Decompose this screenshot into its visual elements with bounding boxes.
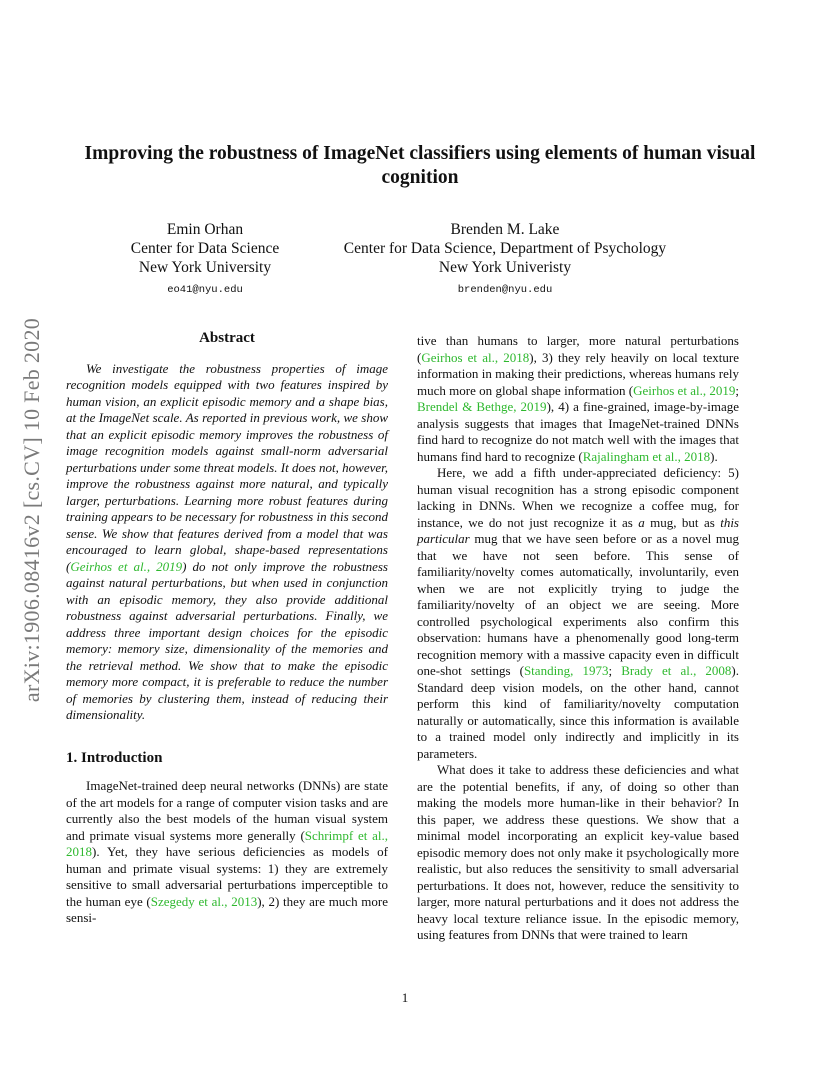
left-column <box>66 330 388 927</box>
author-email: eo41@nyu.edu <box>167 284 243 296</box>
citation-link[interactable]: Schrimpf et al., 2018 <box>66 827 388 859</box>
author-email: brenden@nyu.edu <box>457 284 553 296</box>
arxiv-id: arXiv:1906.08416v2 [cs.CV] 10 Feb 2020 <box>19 317 44 703</box>
intro-paragraph-1: ImageNet-trained deep neural networks (DNNs) are state of the art models for a range of computer vision tasks and are currently also the best models of the human visual system and primate visual systems more generally (Schrimpf et al., 2018). Yet, they have serious deficiencies as models of human and primate visual systems: 1) they are extremely sensitive to small adversarial perturbations imperceptible to the human eye (Szegedy et al., 2013), 2) they are much more sensi- <box>66 778 388 925</box>
citation-link[interactable]: Geirhos et al., 2019 <box>633 382 736 398</box>
abstract-heading: Abstract <box>199 330 255 346</box>
author-name: Brenden M. Lake <box>450 221 560 238</box>
author-name: Emin Orhan <box>166 221 244 238</box>
citation-link[interactable]: Szegedy et al., 2013 <box>150 893 258 909</box>
citation-link[interactable]: Brendel & Bethge, 2019 <box>417 399 547 414</box>
abstract-text: We investigate the robustness properties of image recognition models equipped with two features inspired by human vision, an explicit episodic memory and a shape bias, at the ImageNet scale. As reported in previous work, we show that an explicit episodic memory improves the robustness of image recognition models against small-norm adversarial perturbations under some threat models. It does not, however, improve the robustness against more natural, and typically larger, perturbations. Learning more robust features during training appears to be necessary for robustness in this second sense. We show that features derived from a model that was encouraged to learn global, shape-based representations (Geirhos et al., 2019) do not only improve the robustness against natural perturbations, but when used in conjunction with an episodic memory, they also provide additional robustness against adversarial perturbations. Finally, we address three important design choices for the episodic memory: memory size, dimensionality of the memories and the retrieval method. We show that to make the episodic memory more compact, it is preferable to reduce the number of memories by clustering them, instead of reducing their dimensionality. <box>66 360 388 722</box>
right-column <box>417 333 739 944</box>
page-number: 1 <box>401 990 409 1005</box>
intro-paragraph-continued: tive than humans to larger, more natural perturbations (Geirhos et al., 2018), 3) they rely heavily on local texture information in making their predictions, whereas humans rely much more on global shape information (Geirhos et al., 2019; Brendel & Bethge, 2019), 4) a fine-grained, image-by-image analysis suggests that images that ImageNet-trained DNNs find hard to recognize do not match well with the images that humans find hard to recognize (Rajalingham et al., 2018). <box>417 333 740 464</box>
intro-paragraph-2: Here, we add a fifth under-appreciated deficiency: 5) human visual recognition has a strong episodic component lacking in DNNs. When we recognize a coffee mug, for instance, we do not just recognize it as a mug, but as this particular mug that we have seen before or as a novel mug that we have not seen before. This sense of familiarity/novelty comes automatically, involuntarily, even when we are not explicitly trying to judge the familiarity/novelty of an object we are seeing. More controlled psychological experiments also confirm this observation: humans have a phenomenally good long-term recognition memory with a massive capacity even in difficult one-shot settings (Standing, 1973; Brady et al., 2008). Standard deep vision models, on the other hand, cannot perform this kind of familiarity/novelty computation naturally or automatically, since this information is available to a trained model only indirectly and implicitly in its parameters. <box>417 465 739 761</box>
author-institution: New York University <box>138 259 272 276</box>
section-heading-introduction: 1. Introduction <box>66 749 163 766</box>
intro-paragraph-3: What does it take to address these deficiencies and what are the potential benefits, if any, of doing so other than making the models more human-like in their behavior? In this paper, we address these questions. We show that a minimal model incorporating an explicit key-value based episodic memory does not only make it psychologically more realistic, but also reduces the sensitivity to small adversarial perturbations. It does not, however, reduce the sensitivity to larger, more natural perturbations and it does not address the heavy local texture reliance issue. In the episodic memory, using features from DNNs that were trained to learn <box>417 762 739 942</box>
citation-link[interactable]: Rajalingham et al., 2018 <box>582 448 711 464</box>
author-affiliation: Center for Data Science, Department of Psychology <box>343 240 667 257</box>
author-institution: New York Univeristy <box>438 259 572 276</box>
arxiv-sidebar-stamp <box>14 290 50 730</box>
author-block-2 <box>320 220 690 300</box>
paper-title: Improving the robustness of ImageNet classifiers using elements of human visual cognition <box>84 143 756 188</box>
citation-link[interactable]: Geirhos et al., 2019 <box>70 558 183 574</box>
citation-link[interactable]: Geirhos et al., 2018 <box>421 349 530 365</box>
author-block-1 <box>110 220 300 300</box>
citation-link[interactable]: Standing, 1973 <box>523 663 609 678</box>
citation-link[interactable]: Brady et al., 2008 <box>621 663 732 678</box>
author-affiliation: Center for Data Science <box>130 240 280 257</box>
